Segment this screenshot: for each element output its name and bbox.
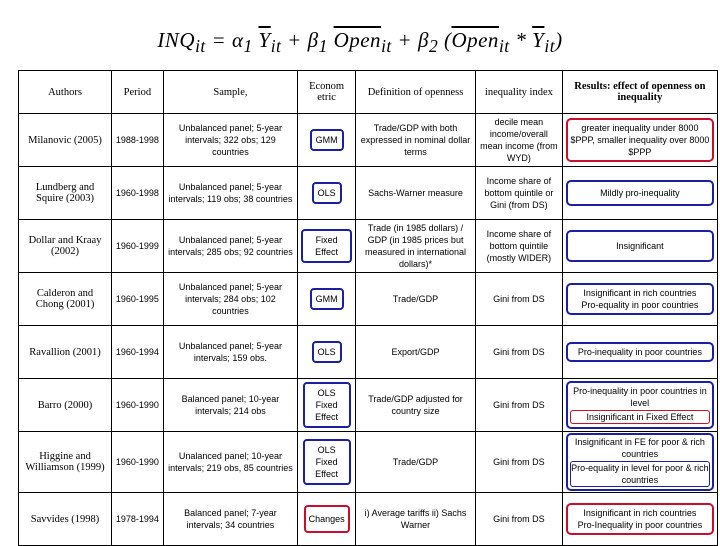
period-cell: 1960-1999 [112,220,164,273]
author-cell: Lundberg and Squire (2003) [19,167,112,220]
sample-cell: Unbalanced panel; 5-year intervals; 159 obs. [163,326,297,379]
period-cell: 1988-1998 [112,114,164,167]
method-cell [298,493,356,546]
period-cell: 1960-1994 [112,326,164,379]
result-cell [562,273,717,326]
table-row [19,167,718,220]
author-cell: Calderon and Chong (2001) [19,273,112,326]
sample-cell: Balanced panel; 10-year intervals; 214 obs [163,379,297,432]
result-text: Insignificant in FE for poor & rich countries [574,437,705,459]
period-cell: 1960-1995 [112,273,164,326]
table-header-row [19,71,718,114]
result-box [566,381,714,429]
method-box: OLS Fixed Effect [303,382,351,428]
result-cell [562,493,717,546]
header-inequality-index: inequality index [475,71,562,114]
author-cell: Ravallion (2001) [19,326,112,379]
method-box: Fixed Effect [301,229,352,263]
sample-cell: Unbalanced panel; 5-year intervals; 119 obs; 38 countries [163,167,297,220]
result-cell [562,379,717,432]
result-text: greater inequality under 8000 $PPP, smaller inequality over 8000 $PPP [570,123,710,157]
sample-cell: Unbalanced panel; 5-year intervals; 322 obs; 129 countries [163,114,297,167]
index-cell: Income share of bottom quintile (mostly WIDER) [475,220,562,273]
result-cell [562,114,717,167]
index-cell: Gini from DS [475,432,562,493]
result-text: Pro-inequality in poor countries [577,347,702,357]
method-box: GMM [310,129,344,151]
sample-cell: Unalanced panel; 10-year intervals; 219 obs, 85 countries [163,432,297,493]
result-text: Insignificant [616,241,664,251]
result-text: Pro-inequality in poor countries in level [573,386,707,408]
method-box: OLS [312,182,342,204]
method-cell [298,167,356,220]
index-cell: Income share of bottom quintile or Gini (from DS) [475,167,562,220]
table-row [19,273,718,326]
result-text: Insignificant in rich countries [583,508,697,518]
header-econometric: Econom etric [298,71,356,114]
method-cell [298,326,356,379]
header-period: Period [112,71,164,114]
result-text: Pro-equality in level for poor & rich countries [571,463,709,485]
sample-cell: Unbalanced panel; 5-year intervals; 284 obs; 102 countries [163,273,297,326]
result-box [566,503,714,535]
studies-table [18,70,718,546]
header-sample: Sample, [163,71,297,114]
result-cell [562,326,717,379]
result-text: Insignificant in Fixed Effect [570,410,710,424]
result-box [566,118,714,162]
table-row [19,114,718,167]
openness-cell: Trade/GDP [356,432,476,493]
index-cell: decile mean income/overall mean income (from WYD) [475,114,562,167]
author-cell: Milanovic (2005) [19,114,112,167]
openness-cell: i) Average tariffs ii) Sachs Warner [356,493,476,546]
result-text: Pro-Inequality in poor countries [577,520,703,530]
period-cell: 1960-1998 [112,167,164,220]
openness-cell: Trade/GDP adjusted for country size [356,379,476,432]
method-box: OLS [312,341,342,363]
openness-cell: Trade/GDP [356,273,476,326]
result-text: Pro-equality in poor countries [581,300,699,310]
header-results: Results: effect of openness on inequality [562,71,717,114]
index-cell: Gini from DS [475,273,562,326]
table-row [19,432,718,493]
index-cell: Gini from DS [475,493,562,546]
result-text: Mildly pro-inequality [600,188,680,198]
result-box [566,180,714,206]
author-cell: Dollar and Kraay (2002) [19,220,112,273]
openness-cell: Trade (in 1985 dollars) / GDP (in 1985 prices but measured in international dollars)* [356,220,476,273]
header-openness: Definition of openness [356,71,476,114]
result-box [566,433,714,491]
period-cell: 1978-1994 [112,493,164,546]
result-box [566,230,714,262]
period-cell: 1960-1990 [112,379,164,432]
period-cell: 1960-1990 [112,432,164,493]
method-cell [298,114,356,167]
openness-cell: Trade/GDP with both expressed in nominal dollar terms [356,114,476,167]
author-cell: Barro (2000) [19,379,112,432]
method-cell [298,379,356,432]
author-cell: Higgine and Williamson (1999) [19,432,112,493]
index-cell: Gini from DS [475,326,562,379]
result-box [566,283,714,315]
method-cell [298,273,356,326]
method-box: OLS Fixed Effect [303,439,351,485]
method-cell [298,432,356,493]
result-box [566,342,714,362]
table-row [19,379,718,432]
regression-equation: $INQ_{it} = \alpha_1$ $\overline{Y}_{it} + \beta_1$ Open$_{it}$ + $\beta_2$ (Open$_{it}$ * $\overline{Y}_{it}$) [157,28,563,57]
method-cell [298,220,356,273]
result-cell [562,220,717,273]
table-row [19,326,718,379]
result-cell [562,432,717,493]
table-row [19,493,718,546]
result-text: Insignificant in rich countries [583,288,697,298]
openness-cell: Export/GDP [356,326,476,379]
method-box: GMM [310,288,344,310]
header-authors: Authors [19,71,112,114]
table-row [19,220,718,273]
sample-cell: Balanced panel; 7-year intervals; 34 countries [163,493,297,546]
author-cell: Savvides (1998) [19,493,112,546]
sample-cell: Unbalanced panel; 5-year intervals; 285 obs; 92 countries [163,220,297,273]
method-box: Changes [304,505,350,533]
index-cell: Gini from DS [475,379,562,432]
result-cell [562,167,717,220]
openness-cell: Sachs-Warner measure [356,167,476,220]
